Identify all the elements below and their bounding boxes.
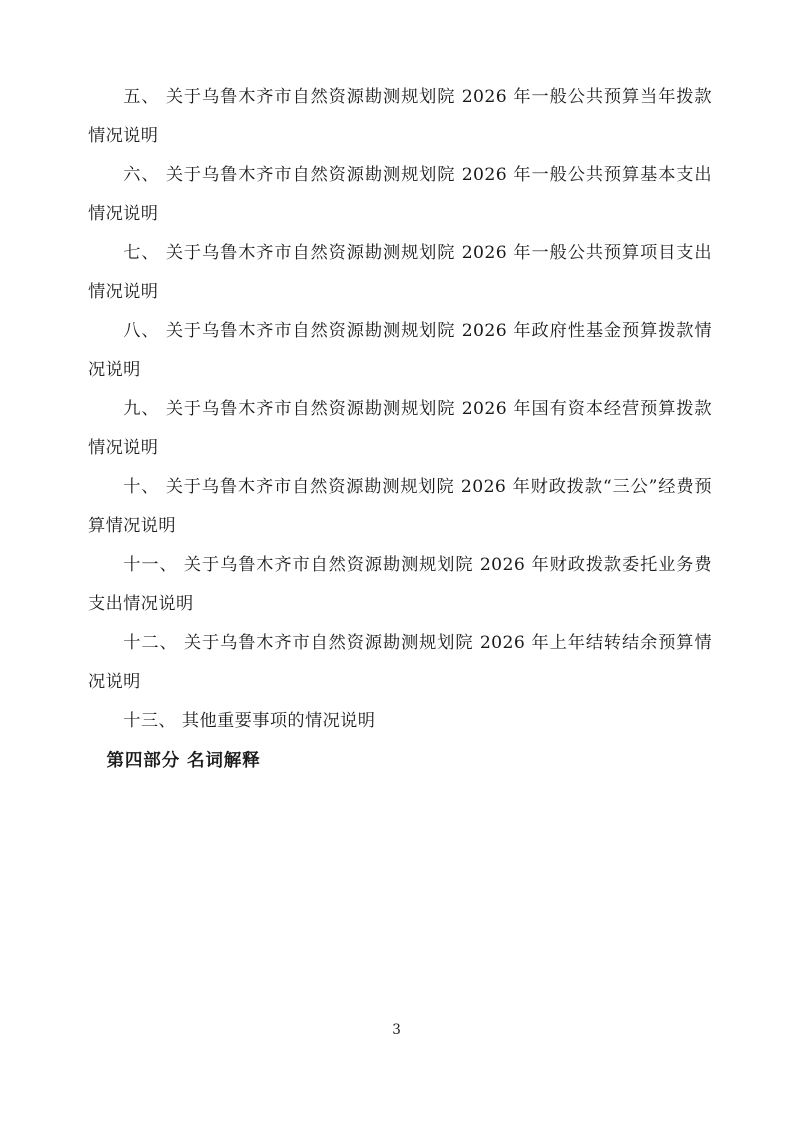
list-item: 十、 关于乌鲁木齐市自然资源勘测规划院 2026 年财政拨款“三公”经费预算情况说明 xyxy=(88,477,712,536)
list-item: 六、 关于乌鲁木齐市自然资源勘测规划院 2026 年一般公共预算基本支出情况说明 xyxy=(88,165,712,224)
section-heading: 第四部分 名词解释 xyxy=(106,750,261,771)
list-item: 十一、 关于乌鲁木齐市自然资源勘测规划院 2026 年财政拨款委托业务费支出情况说明 xyxy=(88,555,712,614)
list-item: 九、 关于乌鲁木齐市自然资源勘测规划院 2026 年国有资本经营预算拨款情况说明 xyxy=(88,399,712,458)
page-number: 3 xyxy=(392,1022,401,1038)
list-item: 十二、 关于乌鲁木齐市自然资源勘测规划院 2026 年上年结转结余预算情况说明 xyxy=(88,633,712,692)
list-item: 八、 关于乌鲁木齐市自然资源勘测规划院 2026 年政府性基金预算拨款情况说明 xyxy=(88,321,712,380)
list-item: 七、 关于乌鲁木齐市自然资源勘测规划院 2026 年一般公共预算项目支出情况说明 xyxy=(88,243,712,302)
document-body xyxy=(88,78,712,780)
list-item: 五、 关于乌鲁木齐市自然资源勘测规划院 2026 年一般公共预算当年拨款情况说明 xyxy=(88,87,712,146)
list-item: 十三、 其他重要事项的情况说明 xyxy=(123,711,376,731)
